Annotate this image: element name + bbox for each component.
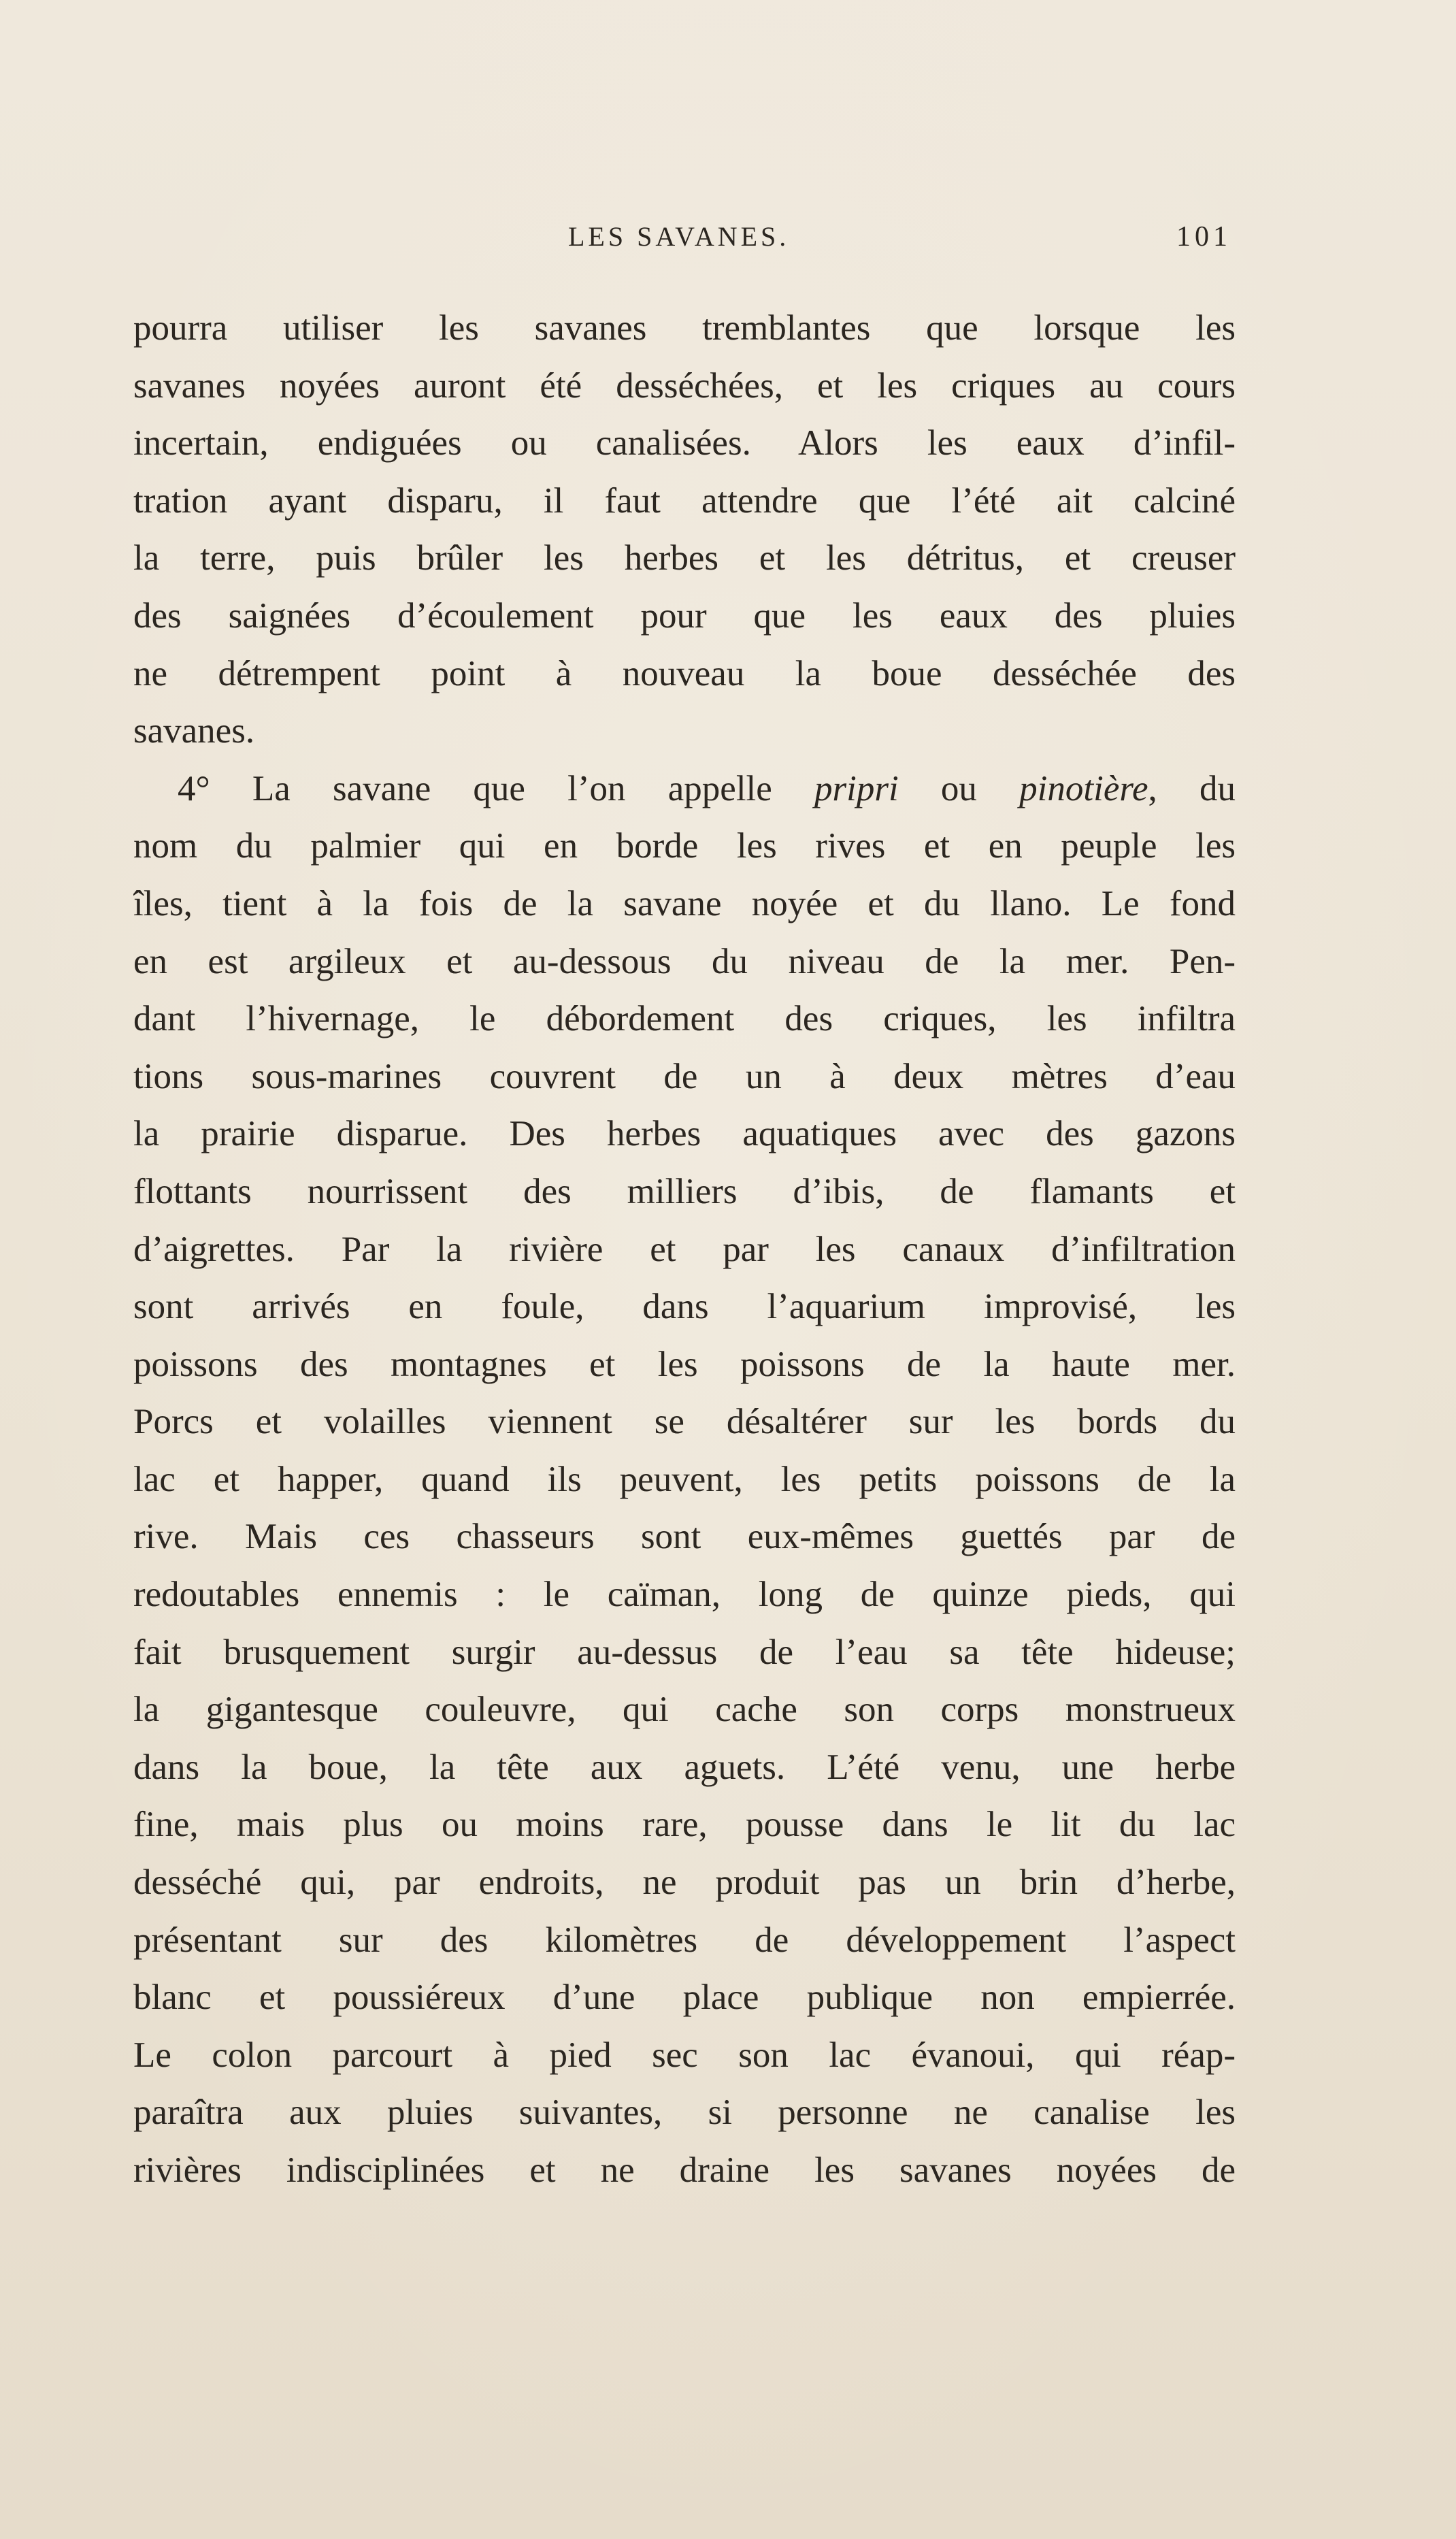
text-line: savanes noyées auront été desséchées, et les criques au cours [133,365,1236,406]
text-line: nom du palmier qui en borde les rives et en peuple les [133,826,1236,866]
body-text [133,299,1236,2199]
text-run: 4° La savane que l’on appelle [178,768,815,808]
text-line: la terre, puis brûler les herbes et les détritus, et creuser [133,538,1236,578]
text-line: lac et happer, quand ils peuvent, les petits poissons de la [133,1459,1236,1499]
text-line: rive. Mais ces chasseurs sont eux-mêmes guettés par de [133,1517,1236,1557]
text-line: paraîtra aux pluies suivantes, si personne ne canalise les [133,2093,1236,2133]
running-head [0,216,1456,257]
text-line: Porcs et volailles viennent se désaltérer sur les bords du [133,1402,1236,1442]
text-line: dant l’hivernage, le débordement des criques, les infiltra [133,999,1236,1039]
text-line: la prairie disparue. Des herbes aquatiques avec des gazons [133,1114,1236,1154]
text-line [133,760,1236,818]
running-title: LES SAVANES. [568,221,790,252]
text-line: blanc et poussiéreux d’une place publique non empierrée. [133,1978,1236,2018]
text-line: d’aigrettes. Par la rivière et par les canaux d’infiltration [133,1229,1236,1269]
text-line: présentant sur des kilomètres de développement l’aspect [133,1920,1236,1960]
text-line: rivières indisciplinées et ne draine les savanes noyées de [133,2150,1236,2190]
text-run: ou [898,768,1020,808]
text-line: Le colon parcourt à pied sec son lac évanoui, qui réap- [133,2035,1236,2075]
text-line: incertain, endiguées ou canalisées. Alors les eaux d’infil- [133,423,1236,463]
text-line: savanes. [133,711,255,751]
text-line: flottants nourrissent des milliers d’ibis, de flamants et [133,1171,1236,1211]
text-line: îles, tient à la fois de la savane noyée et du llano. Le fond [133,883,1236,923]
text-line: pourra utiliser les savanes tremblantes que lorsque les [133,308,1236,348]
text-line: sont arrivés en foule, dans l’aquarium improvisé, les [133,1287,1236,1327]
text-line: en est argileux et au-dessous du niveau de la mer. Pen- [133,941,1236,981]
text-line: desséché qui, par endroits, ne produit pas un brin d’herbe, [133,1863,1236,1903]
text-line: la gigantesque couleuvre, qui cache son corps monstrueux [133,1690,1236,1730]
page-number: 101 [1176,221,1231,252]
text-line: tions sous-marines couvrent de un à deux mètres d’eau [133,1056,1236,1096]
italic-term: pripri [814,768,899,808]
text-line: ne détrempent point à nouveau la boue desséchée des [133,653,1236,693]
text-line: fine, mais plus ou moins rare, pousse dans le lit du lac [133,1805,1236,1845]
text-line: tration ayant disparu, il faut attendre que l’été ait calciné [133,480,1236,521]
text-run: , du [1148,768,1236,808]
text-line: dans la boue, la tête aux aguets. L’été venu, une herbe [133,1747,1236,1787]
text-line: des saignées d’écoulement pour que les eaux des pluies [133,595,1236,636]
italic-term: pinotière [1019,768,1148,808]
text-line: redoutables ennemis : le caïman, long de quinze pieds, qui [133,1575,1236,1615]
text-line: fait brusquement surgir au-dessus de l’eau sa tête hideuse; [133,1632,1236,1672]
text-line: poissons des montagnes et les poissons de la haute mer. [133,1344,1236,1384]
